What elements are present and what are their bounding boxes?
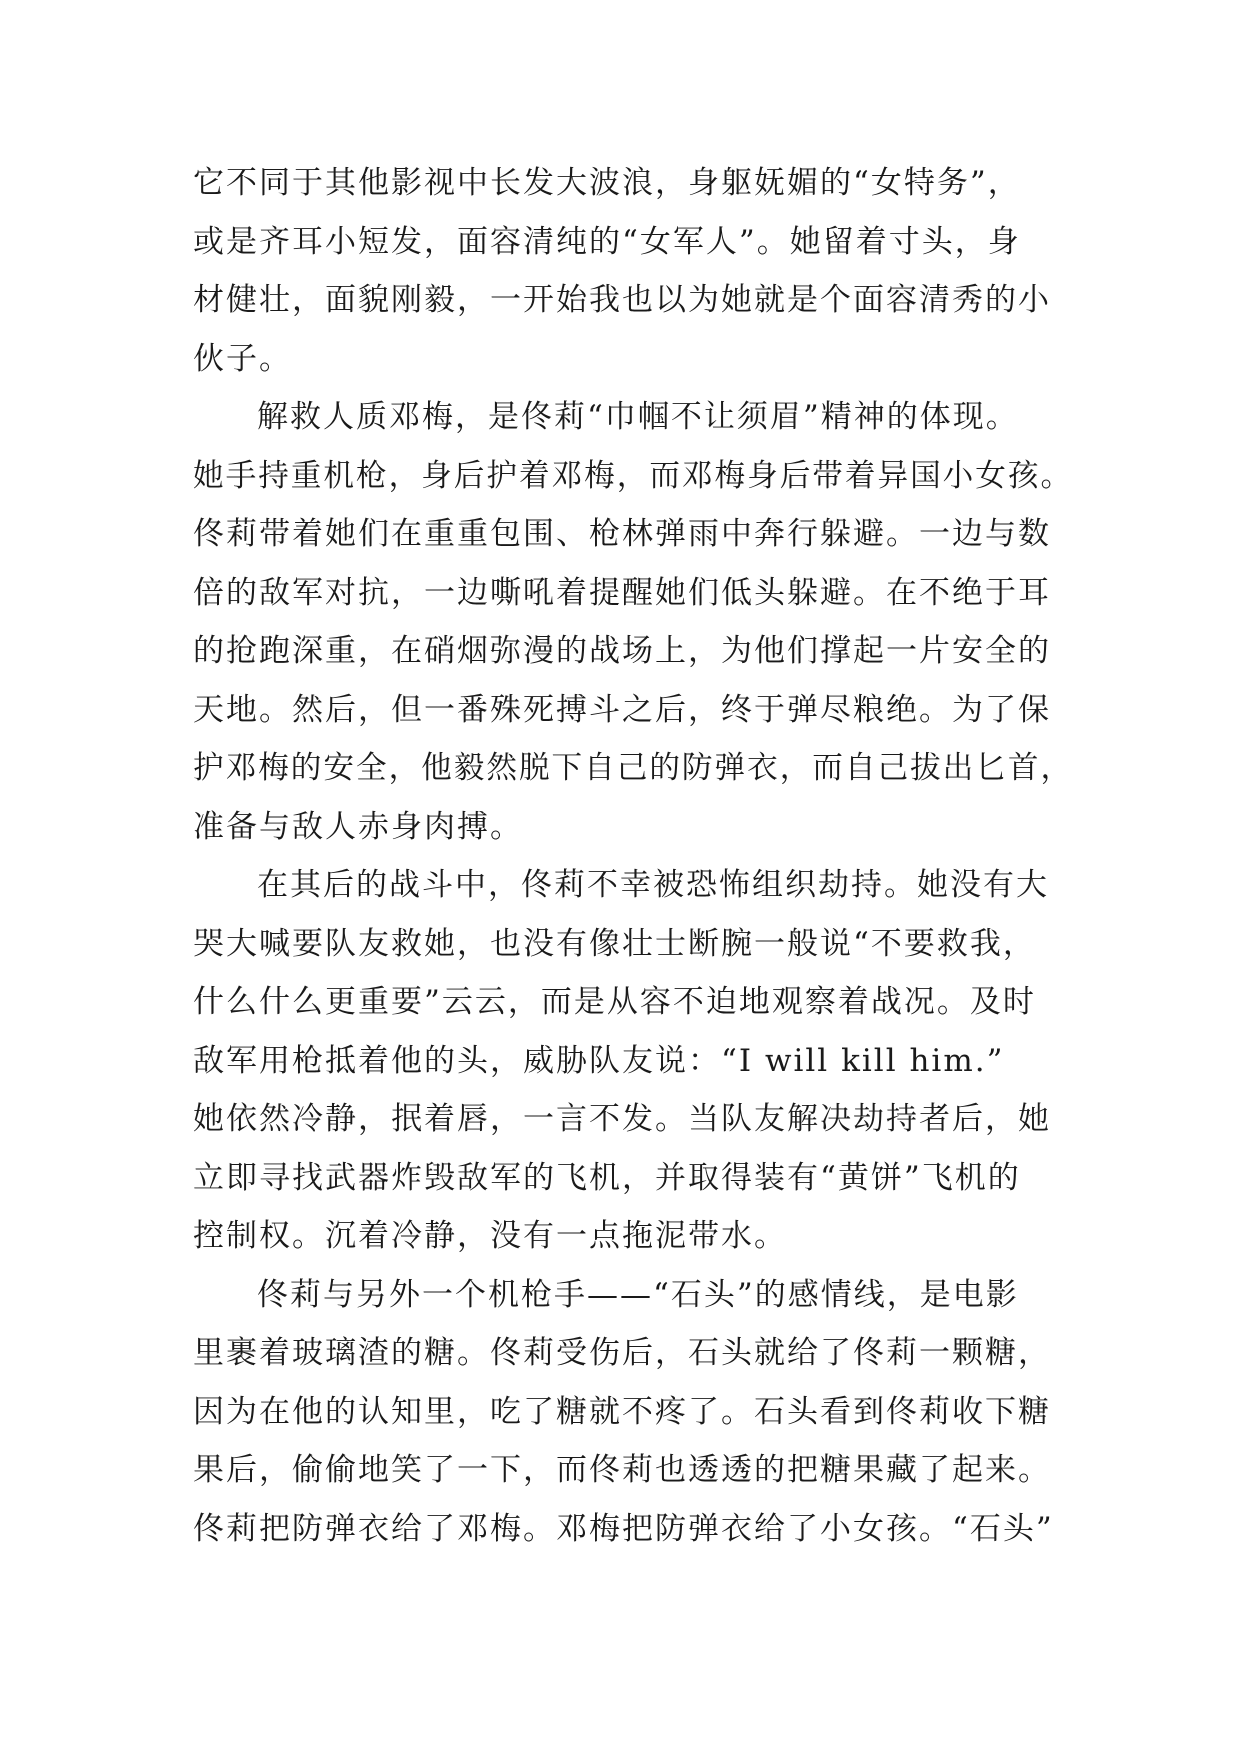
text-line: 伙子。 (193, 340, 292, 377)
paragraph (193, 388, 1073, 856)
text-line: 准备与敌人赤身肉搏。 (193, 808, 523, 845)
text-line: 在其后的战斗中，佟莉不幸被恐怖组织劫持。她没有大 (257, 867, 1049, 903)
text-line: 敌军用枪抵着他的头，威胁队友说：“I will kill him.” (193, 1042, 1005, 1079)
text-line: 解救人质邓梅，是佟莉“巾帼不让须眉”精神的体现。 (257, 399, 1019, 435)
text-line: 佟莉把防弹衣给了邓梅。邓梅把防弹衣给了小女孩。“石头” (193, 1510, 1054, 1547)
text-line: 天地。然后，但一番殊死搏斗之后，终于弹尽粮绝。为了保 (193, 691, 1051, 728)
text-line: 立即寻找武器炸毁敌军的飞机，并取得装有“黄饼”飞机的 (193, 1159, 1021, 1196)
text-line: 佟莉与另外一个机枪手——“石头”的感情线，是电影 (257, 1276, 1019, 1313)
text-line: 哭大喊要队友救她，也没有像壮士断腕一般说“不要救我， (193, 925, 1036, 962)
paragraph (193, 1266, 1073, 1559)
text-line: 果后，偷偷地笑了一下，而佟莉也透透的把糖果藏了起来。 (193, 1452, 1051, 1488)
text-line: 倍的敌军对抗，一边嘶吼着提醒她们低头躲避。在不绝于耳 (193, 574, 1051, 611)
text-line: 因为在他的认知里，吃了糖就不疼了。石头看到佟莉收下糖 (193, 1393, 1051, 1430)
text-line: 材健壮，面貌刚毅，一开始我也以为她就是个面容清秀的小 (193, 282, 1051, 318)
text-line: 控制权。沉着冷静，没有一点拖泥带水。 (193, 1218, 787, 1254)
text-line: 她依然冷静，抿着唇，一言不发。当队友解决劫持者后，她 (193, 1101, 1051, 1137)
text-line: 它不同于其他影视中长发大波浪，身躯妩媚的“女特务”， (193, 165, 1021, 201)
text-line: 她手持重机枪，身后护着邓梅，而邓梅身后带着异国小女孩。 (193, 457, 1074, 494)
text-line: 护邓梅的安全，他毅然脱下自己的防弹衣，而自己拔出匕首， (193, 750, 1074, 786)
text-line: 或是齐耳小短发，面容清纯的“女军人”。她留着寸头，身 (193, 223, 1021, 260)
text-line: 佟莉带着她们在重重包围、枪林弹雨中奔行躲避。一边与数 (193, 516, 1051, 552)
paragraph (193, 856, 1073, 1266)
text-line: 里裹着玻璃渣的糖。佟莉受伤后，石头就给了佟莉一颗糖， (193, 1335, 1051, 1371)
text-line: 的抢跑深重，在硝烟弥漫的战场上，为他们撑起一片安全的 (193, 633, 1051, 669)
document-body (193, 154, 1073, 1558)
text-line: 什么什么更重要”云云，而是从容不迫地观察着战况。及时 (193, 984, 1036, 1020)
paragraph (193, 154, 1073, 388)
